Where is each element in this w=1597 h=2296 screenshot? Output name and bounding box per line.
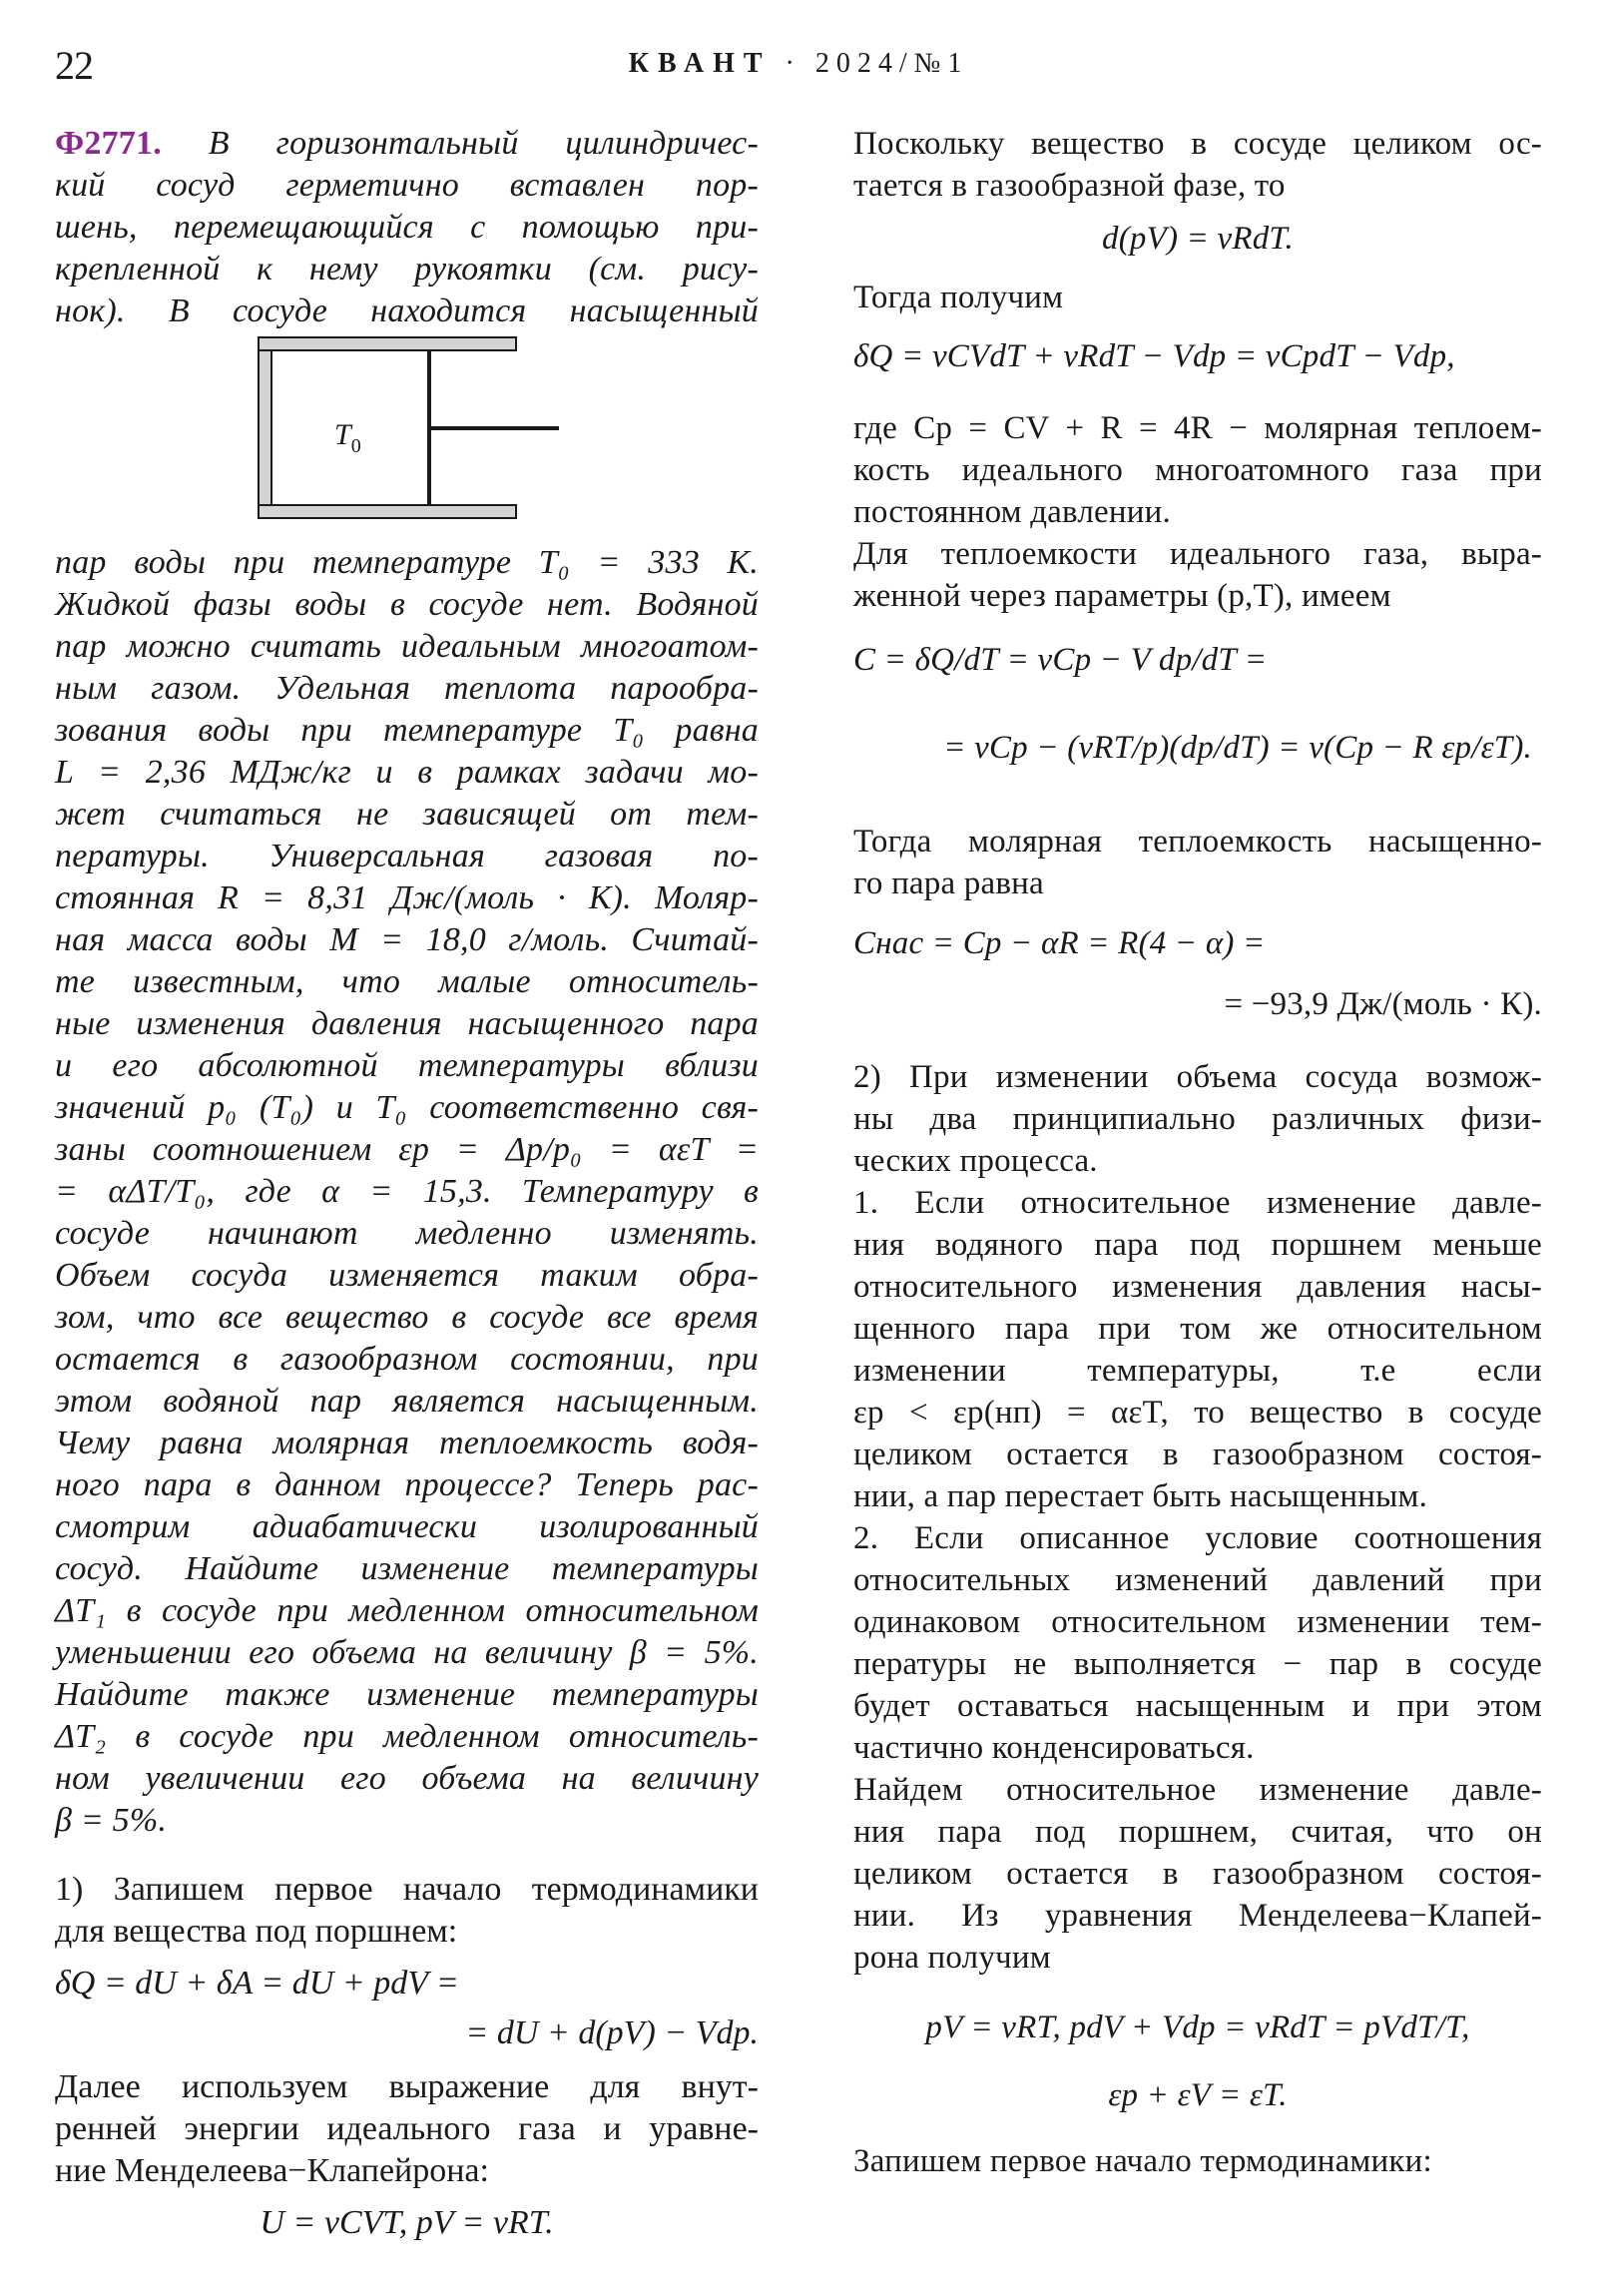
solution-line: ренней энергии идеального газа и уравне- bbox=[55, 2110, 759, 2147]
equation-saturated-capacity: Cнас = Cp − αR = R(4 − α) = bbox=[853, 925, 1266, 961]
problem-line: сосуде начинают медленно изменять. bbox=[55, 1215, 759, 1252]
issue-number: 2024/№1 bbox=[814, 48, 969, 79]
solution-line: го пара равна bbox=[853, 865, 1044, 901]
problem-line: ная масса воды M = 18,0 г/моль. Считай- bbox=[55, 921, 759, 958]
journal-name: КВАНТ bbox=[628, 48, 772, 79]
solution-line: тается в газообразной фазе, то bbox=[853, 168, 1286, 204]
solution-line: Тогда получим bbox=[853, 280, 1064, 315]
solution-line: Далее используем выражение для внут- bbox=[55, 2068, 759, 2105]
solution-line: нии. Из уравнения Менделеева−Клапей- bbox=[853, 1898, 1542, 1934]
equation-saturated-capacity-result: = −93,9 Дж/(моль · К). bbox=[1224, 986, 1542, 1022]
solution-line: εp < εp(нп) = αεT, то вещество в сосуде bbox=[853, 1395, 1542, 1431]
equation-internal-energy: U = νCVT, pV = νRT. bbox=[260, 2204, 554, 2241]
solution-line: одинаковом относительном изменении тем- bbox=[853, 1604, 1542, 1640]
equation-dq: δQ = νCVdT + νRdT − Vdp = νCpdT − Vdp, bbox=[853, 338, 1455, 374]
solution-line: ния пара под поршнем, считая, что он bbox=[853, 1814, 1542, 1850]
solution-line: относительных изменений давлений при bbox=[853, 1562, 1542, 1598]
problem-line: пературы. Универсальная газовая по- bbox=[55, 838, 759, 874]
equation-dpv: d(pV) = νRdT. bbox=[1102, 221, 1294, 257]
solution-line: Поскольку вещество в сосуде целиком ос- bbox=[853, 126, 1542, 162]
problem-line: β = 5%. bbox=[55, 1802, 168, 1839]
problem-line: значений p₀ (T₀) и T₀ соответственно свя- bbox=[55, 1089, 759, 1126]
temperature-label: $T_0$ bbox=[334, 418, 361, 457]
problem-line: нок). В сосуде находится насыщенный bbox=[55, 292, 759, 329]
solution-line: ния водяного пара под поршнем меньше bbox=[853, 1227, 1542, 1263]
solution-line: ны два принципиально различных физи- bbox=[853, 1101, 1542, 1137]
solution-line: будет оставаться насыщенным и при этом bbox=[853, 1688, 1542, 1724]
solution-line: женной через параметры (p,T), имеем bbox=[853, 578, 1391, 614]
problem-line: Ф2771. В горизонтальный цилиндричес- bbox=[55, 125, 759, 162]
problem-line: пар воды при температуре T₀ = 333 К. bbox=[55, 544, 759, 581]
problem-line: заны соотношением εp = Δp/p₀ = αεT = bbox=[55, 1131, 759, 1168]
problem-line: L = 2,36 МДж/кг и в рамках задачи мо- bbox=[55, 754, 759, 791]
problem-line: ные изменения давления насыщенного пара bbox=[55, 1005, 759, 1042]
equation-heat-capacity-cont: = νCp − (νRT/p)(dp/dT) = ν(Cp − R εp/εT). bbox=[943, 730, 1532, 766]
problem-number: Ф2771. bbox=[55, 125, 162, 162]
problem-line: зом, что все вещество в сосуде все время bbox=[55, 1299, 759, 1336]
problem-line: и его абсолютной температуры вблизи bbox=[55, 1047, 759, 1084]
problem-line: кий сосуд герметично вставлен пор- bbox=[55, 167, 759, 204]
problem-line: ΔT₂ в сосуде при медленном относитель- bbox=[55, 1718, 759, 1755]
problem-line: = αΔT/T₀, где α = 15,3. Температуру в bbox=[55, 1173, 759, 1210]
solution-line: Тогда молярная теплоемкость насыщенно- bbox=[853, 824, 1542, 860]
solution-line: Найдем относительное изменение давле- bbox=[853, 1772, 1542, 1808]
problem-line: пар можно считать идеальным многоатом- bbox=[55, 628, 759, 665]
solution-line: ние Менделеева−Клапейрона: bbox=[55, 2152, 489, 2189]
solution-line: пературы не выполняется − пар в сосуде bbox=[853, 1646, 1542, 1682]
problem-line: Чему равна молярная теплоемкость водя- bbox=[55, 1425, 759, 1461]
right-column bbox=[853, 0, 1542, 2296]
equation-mendeleev: pV = νRT, pdV + Vdp = νRdT = pVdT/T, bbox=[925, 2009, 1470, 2045]
problem-line: уменьшении его объема на величину β = 5%. bbox=[55, 1634, 759, 1671]
problem-line: Объем сосуда изменяется таким обра- bbox=[55, 1257, 759, 1294]
problem-line: остается в газообразном состоянии, при bbox=[55, 1341, 759, 1378]
solution-line: целиком остается в газообразном состоя- bbox=[853, 1436, 1542, 1472]
problem-line: ного пара в данном процессе? Теперь рас- bbox=[55, 1466, 759, 1503]
problem-line: ным газом. Удельная теплота парообра- bbox=[55, 670, 759, 707]
problem-line: те известным, что малые относитель- bbox=[55, 963, 759, 1000]
equation-heat-capacity: C = δQ/dT = νCp − V dp/dT = bbox=[853, 642, 1268, 678]
solution-line: ческих процесса. bbox=[853, 1143, 1098, 1179]
solution-line: 2. Если описанное условие соотношения bbox=[853, 1520, 1542, 1556]
solution-line: 1. Если относительное изменение давле- bbox=[853, 1185, 1542, 1221]
problem-line: ном увеличении его объема на величину bbox=[55, 1760, 759, 1797]
solution-line: относительного изменения давления насы- bbox=[853, 1269, 1542, 1305]
problem-line: жет считаться не зависящей от тем- bbox=[55, 796, 759, 833]
solution-line: где Cp = CV + R = 4R − молярная теплоем- bbox=[853, 410, 1542, 446]
equation-first-law: δQ = dU + δA = dU + pdV = bbox=[55, 1965, 459, 2002]
problem-line: сосуд. Найдите изменение температуры bbox=[55, 1550, 759, 1587]
solution-line: кость идеального многоатомного газа при bbox=[853, 452, 1542, 488]
equation-first-law-cont: = dU + d(pV) − Vdp. bbox=[465, 2014, 759, 2051]
problem-line: зования воды при температуре T₀ равна bbox=[55, 712, 759, 749]
problem-line: этом водяной пар является насыщенным. bbox=[55, 1383, 759, 1420]
solution-line: изменении температуры, т.е если bbox=[853, 1353, 1542, 1389]
solution-line: частично конденсироваться. bbox=[853, 1730, 1255, 1766]
solution-line: нии, а пар перестает быть насыщенным. bbox=[853, 1478, 1428, 1514]
problem-line: ΔT₁ в сосуде при медленном относительном bbox=[55, 1592, 759, 1629]
solution-line: целиком остается в газообразном состоя- bbox=[853, 1856, 1542, 1892]
problem-line: крепленной к нему рукоятки (см. рису- bbox=[55, 251, 759, 287]
solution-line: Запишем первое начало термодинамики: bbox=[853, 2143, 1432, 2179]
solution-line: 2) При изменении объема сосуда возмож- bbox=[853, 1059, 1542, 1095]
solution-line: 1) Запишем первое начало термодинамики bbox=[55, 1871, 759, 1908]
header-separator: · bbox=[785, 48, 801, 79]
solution-line: для вещества под поршнем: bbox=[55, 1913, 458, 1950]
problem-line: шень, перемещающийся с помощью при- bbox=[55, 209, 759, 246]
solution-line: щенного пара при том же относительном bbox=[853, 1311, 1542, 1347]
solution-line: рона получим bbox=[853, 1940, 1051, 1976]
left-column-continued bbox=[55, 0, 759, 2296]
solution-line: постоянном давлении. bbox=[853, 494, 1171, 530]
solution-line: Для теплоемкости идеального газа, выра- bbox=[853, 536, 1542, 572]
problem-line: Найдите также изменение температуры bbox=[55, 1676, 759, 1713]
page-number: 22 bbox=[55, 43, 93, 88]
equation-relative-changes: εp + εV = εT. bbox=[1108, 2077, 1288, 2113]
problem-line: Жидкой фазы воды в сосуде нет. Водяной bbox=[55, 586, 759, 623]
problem-line: смотрим адиабатически изолированный bbox=[55, 1508, 759, 1545]
problem-line: стоянная R = 8,31 Дж/(моль · К). Моляр- bbox=[55, 879, 759, 916]
